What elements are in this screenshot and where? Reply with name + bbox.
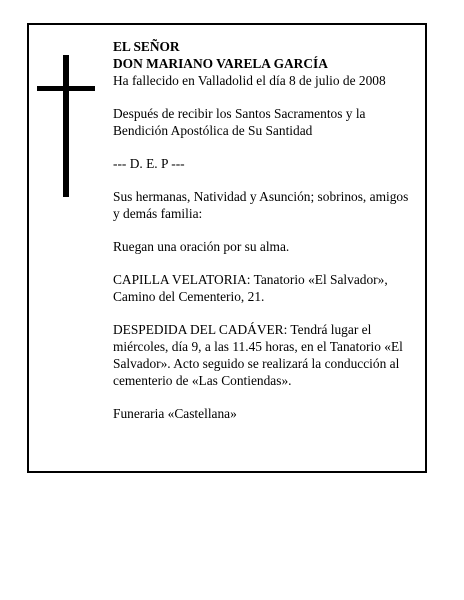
chapel-paragraph: CAPILLA VELATORIA: Tanatorio «El Salvador», Camino del Cementerio, 21.: [113, 272, 388, 304]
prayer-paragraph: Ruegan una oración por su alma.: [113, 239, 290, 254]
funeral-home-line: Funeraria «Castellana»: [113, 406, 237, 421]
family-paragraph: Sus hermanas, Natividad y Asunción; sobrinos, amigos y demás familia:: [113, 189, 409, 221]
deceased-name: DON MARIANO VARELA GARCÍA: [113, 56, 328, 71]
cross-icon-crossbar: [37, 86, 95, 91]
death-notice-line: Ha fallecido en Valladolid el día 8 de julio de 2008: [113, 73, 386, 88]
cross-icon: [63, 55, 69, 197]
obituary-text: [113, 38, 413, 438]
sacraments-paragraph: Después de recibir los Santos Sacramentos y la Bendición Apostólica de Su Santidad: [113, 106, 366, 138]
obituary-header: [113, 38, 413, 89]
rip-line: --- D. E. P ---: [113, 156, 185, 171]
farewell-paragraph: DESPEDIDA DEL CADÁVER: Tendrá lugar el miércoles, día 9, a las 11.45 horas, en el Tanatorio «El Salvador». Acto seguido se realizará la conducción al cementerio de «Las Contiendas».: [113, 322, 403, 388]
deceased-title: EL SEÑOR: [113, 39, 180, 54]
